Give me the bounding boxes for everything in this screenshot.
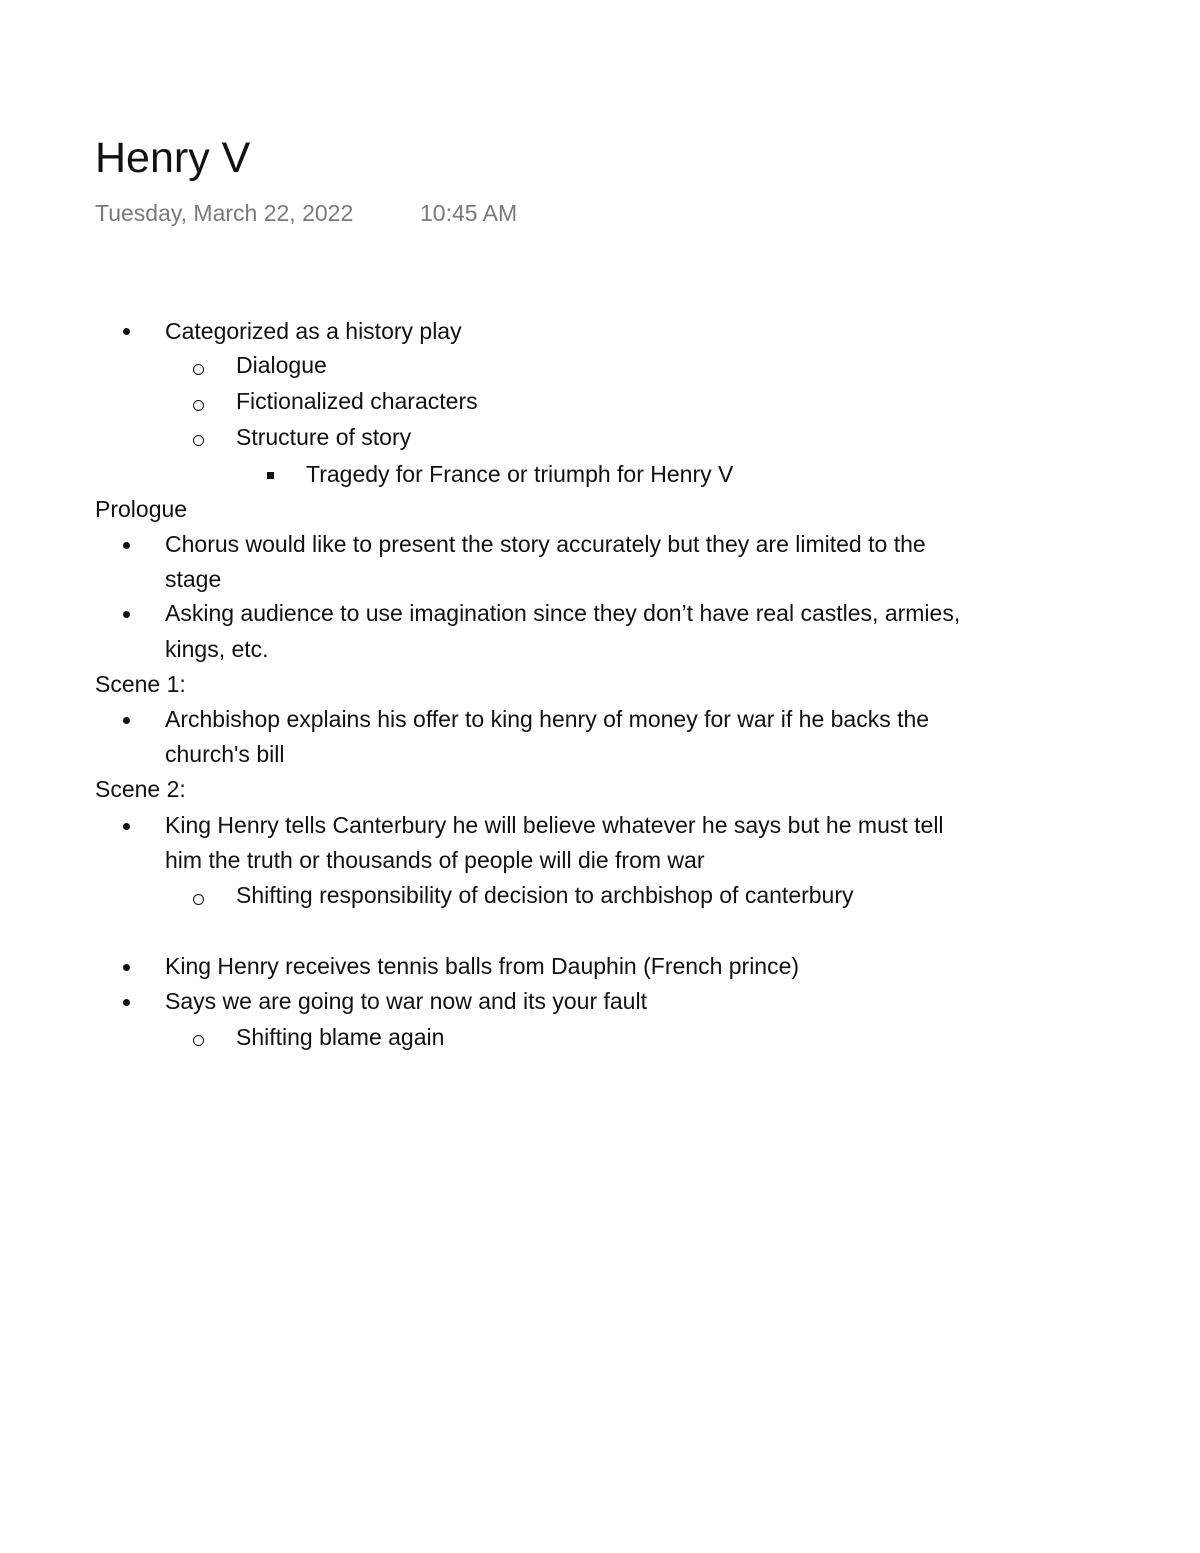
list-item: Fictionalized characters <box>236 388 478 414</box>
list-item: Dialogue <box>236 352 327 378</box>
list-item: Shifting blame again <box>236 1024 445 1050</box>
bullet-circle-icon <box>193 894 204 905</box>
list-item: Says we are going to war now and its your fault <box>165 988 647 1014</box>
list-item: Asking audience to use imagination since they don’t have real castles, armies, <box>165 600 961 626</box>
list-item: Archbishop explains his offer to king henry of money for war if he backs the <box>165 706 930 732</box>
page-title: Henry V <box>95 134 251 182</box>
note-date: Tuesday, March 22, 2022 <box>95 200 354 226</box>
list-item: Tragedy for France or triumph for Henry V <box>306 461 734 487</box>
list-item-continuation: stage <box>165 566 222 592</box>
bullet-circle-icon <box>193 364 204 375</box>
bullet-circle-icon <box>193 400 204 411</box>
list-item: King Henry receives tennis balls from Dauphin (French prince) <box>165 953 800 979</box>
list-item-continuation: kings, etc. <box>165 636 269 662</box>
bullet-circle-icon <box>193 1035 204 1046</box>
section-heading-scene-1: Scene 1: <box>95 671 186 697</box>
bullet-disc-icon <box>123 717 130 724</box>
list-item: Categorized as a history play <box>165 318 462 344</box>
list-item: Shifting responsibility of decision to archbishop of canterbury <box>236 882 854 908</box>
bullet-disc-icon <box>123 542 130 549</box>
bullet-disc-icon <box>123 964 130 971</box>
list-item: King Henry tells Canterbury he will believe whatever he says but he must tell <box>165 812 944 838</box>
section-heading-scene-2: Scene 2: <box>95 776 186 802</box>
note-time: 10:45 AM <box>420 200 518 226</box>
bullet-disc-icon <box>123 328 130 335</box>
bullet-circle-icon <box>193 435 204 446</box>
bullet-square-icon <box>267 472 274 479</box>
note-timestamp <box>95 197 518 229</box>
list-item: Chorus would like to present the story accurately but they are limited to the <box>165 531 926 557</box>
list-item: Structure of story <box>236 424 412 450</box>
bullet-disc-icon <box>123 611 130 618</box>
list-item-continuation: church's bill <box>165 741 285 767</box>
bullet-disc-icon <box>123 999 130 1006</box>
list-item-continuation: him the truth or thousands of people will die from war <box>165 847 705 873</box>
section-heading-prologue: Prologue <box>95 496 188 522</box>
bullet-disc-icon <box>123 823 130 830</box>
